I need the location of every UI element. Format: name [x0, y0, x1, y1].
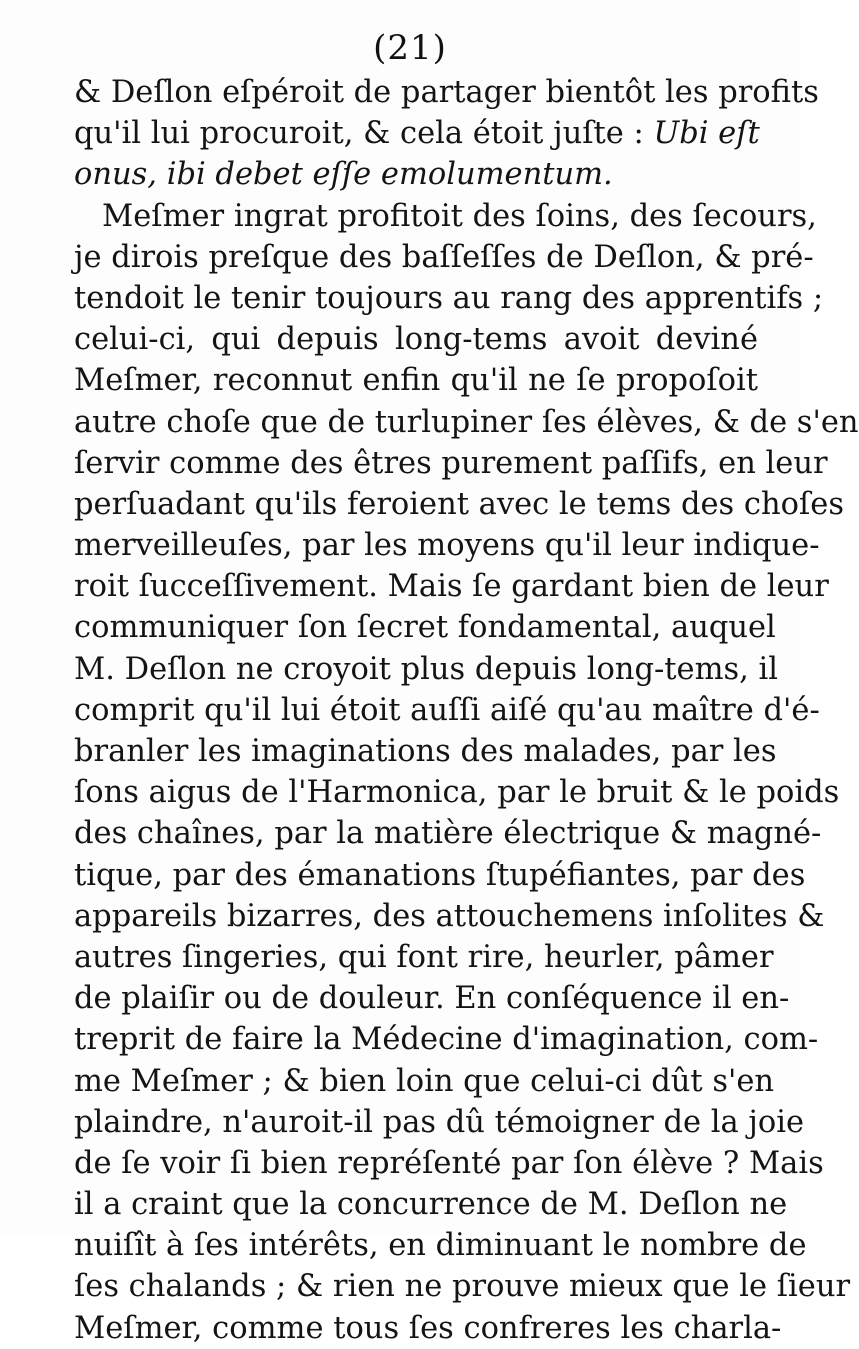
text-line: ſons aigus de l'Harmonica, par le bruit & le poids [74, 775, 840, 811]
text-line: nuiſît à ſes intérêts, en diminuant le nombre de [74, 1228, 807, 1264]
text-line: il a craint que la concurrence de M. Deſlon ne [74, 1187, 788, 1223]
latin-quote-part-1: Ubi eſt [653, 116, 760, 152]
latin-quote-part-2: onus, ibi debet eſſe emolumentum. [74, 157, 613, 193]
text-line: perſuadant qu'ils feroient avec le tems des choſes [74, 486, 844, 522]
text-line: Meſmer, reconnut enfin qu'il ne ſe propoſoit [74, 363, 758, 399]
body-text [74, 72, 859, 1349]
text-line: autre choſe que de turlupiner ſes élèves, & de s'en [74, 404, 859, 440]
text-line: me Meſmer ; & bien loin que celui-ci dût s'en [74, 1063, 775, 1099]
text-line-roman: qu'il lui procuroit, & cela étoit juſte : [74, 116, 644, 152]
text-line: & Deſlon eſpéroit de partager bientôt les profits [74, 75, 819, 110]
text-line: de plaiſir ou de douleur. En conſéquence il en- [74, 981, 790, 1017]
text-line: roit ſucceſſivement. Mais ſe gardant bien de leur [74, 569, 829, 605]
text-line: tendoit le tenir toujours au rang des apprentifs ; [74, 280, 824, 316]
text-line: ſervir comme des êtres purement paſſifs, en leur [74, 445, 828, 481]
text-line: merveilleuſes, par les moyens qu'il leur indique- [74, 528, 820, 564]
text-line: M. Deſlon ne croyoit plus depuis long-tems, il [74, 651, 779, 687]
text-line: de ſe voir ſi bien repréſenté par ſon élève ? Mais [74, 1145, 824, 1181]
text-line: autres ſingeries, qui font rire, heurler, pâmer [74, 939, 774, 975]
text-line: tique, par des émanations ſtupéfiantes, par des [74, 857, 806, 893]
page-number: (21) [373, 28, 447, 68]
text-line [74, 113, 758, 154]
text-line: communiquer ſon ſecret fondamental, auquel [74, 610, 776, 646]
text-line: celui-ci, qui depuis long-tems avoit deviné [74, 322, 758, 358]
text-line: appareils bizarres, des attouchemens inſolites & [74, 898, 825, 934]
text-line: des chaînes, par la matière électrique & magné- [74, 816, 822, 852]
text-line: ſes chalands ; & rien ne prouve mieux que le ſieur [74, 1269, 851, 1305]
text-line: branler les imaginations des malades, par les [74, 734, 777, 769]
text-line: Meſmer, comme tous ſes confreres les charla- [74, 1310, 782, 1346]
text-line-paragraph-start: Meſmer ingrat profitoit des ſoins, des ſecours, [102, 198, 817, 234]
text-line: plaindre, n'auroit-il pas dû témoigner de la joie [74, 1104, 805, 1140]
text-line: treprit de faire la Médecine d'imagination, com- [74, 1022, 819, 1058]
text-line: je dirois preſque des baſſeſſes de Deſlon, & pré- [74, 239, 814, 275]
text-line: comprit qu'il lui étoit auſſi aiſé qu'au maître d'é- [74, 692, 820, 728]
text-line [74, 154, 758, 195]
